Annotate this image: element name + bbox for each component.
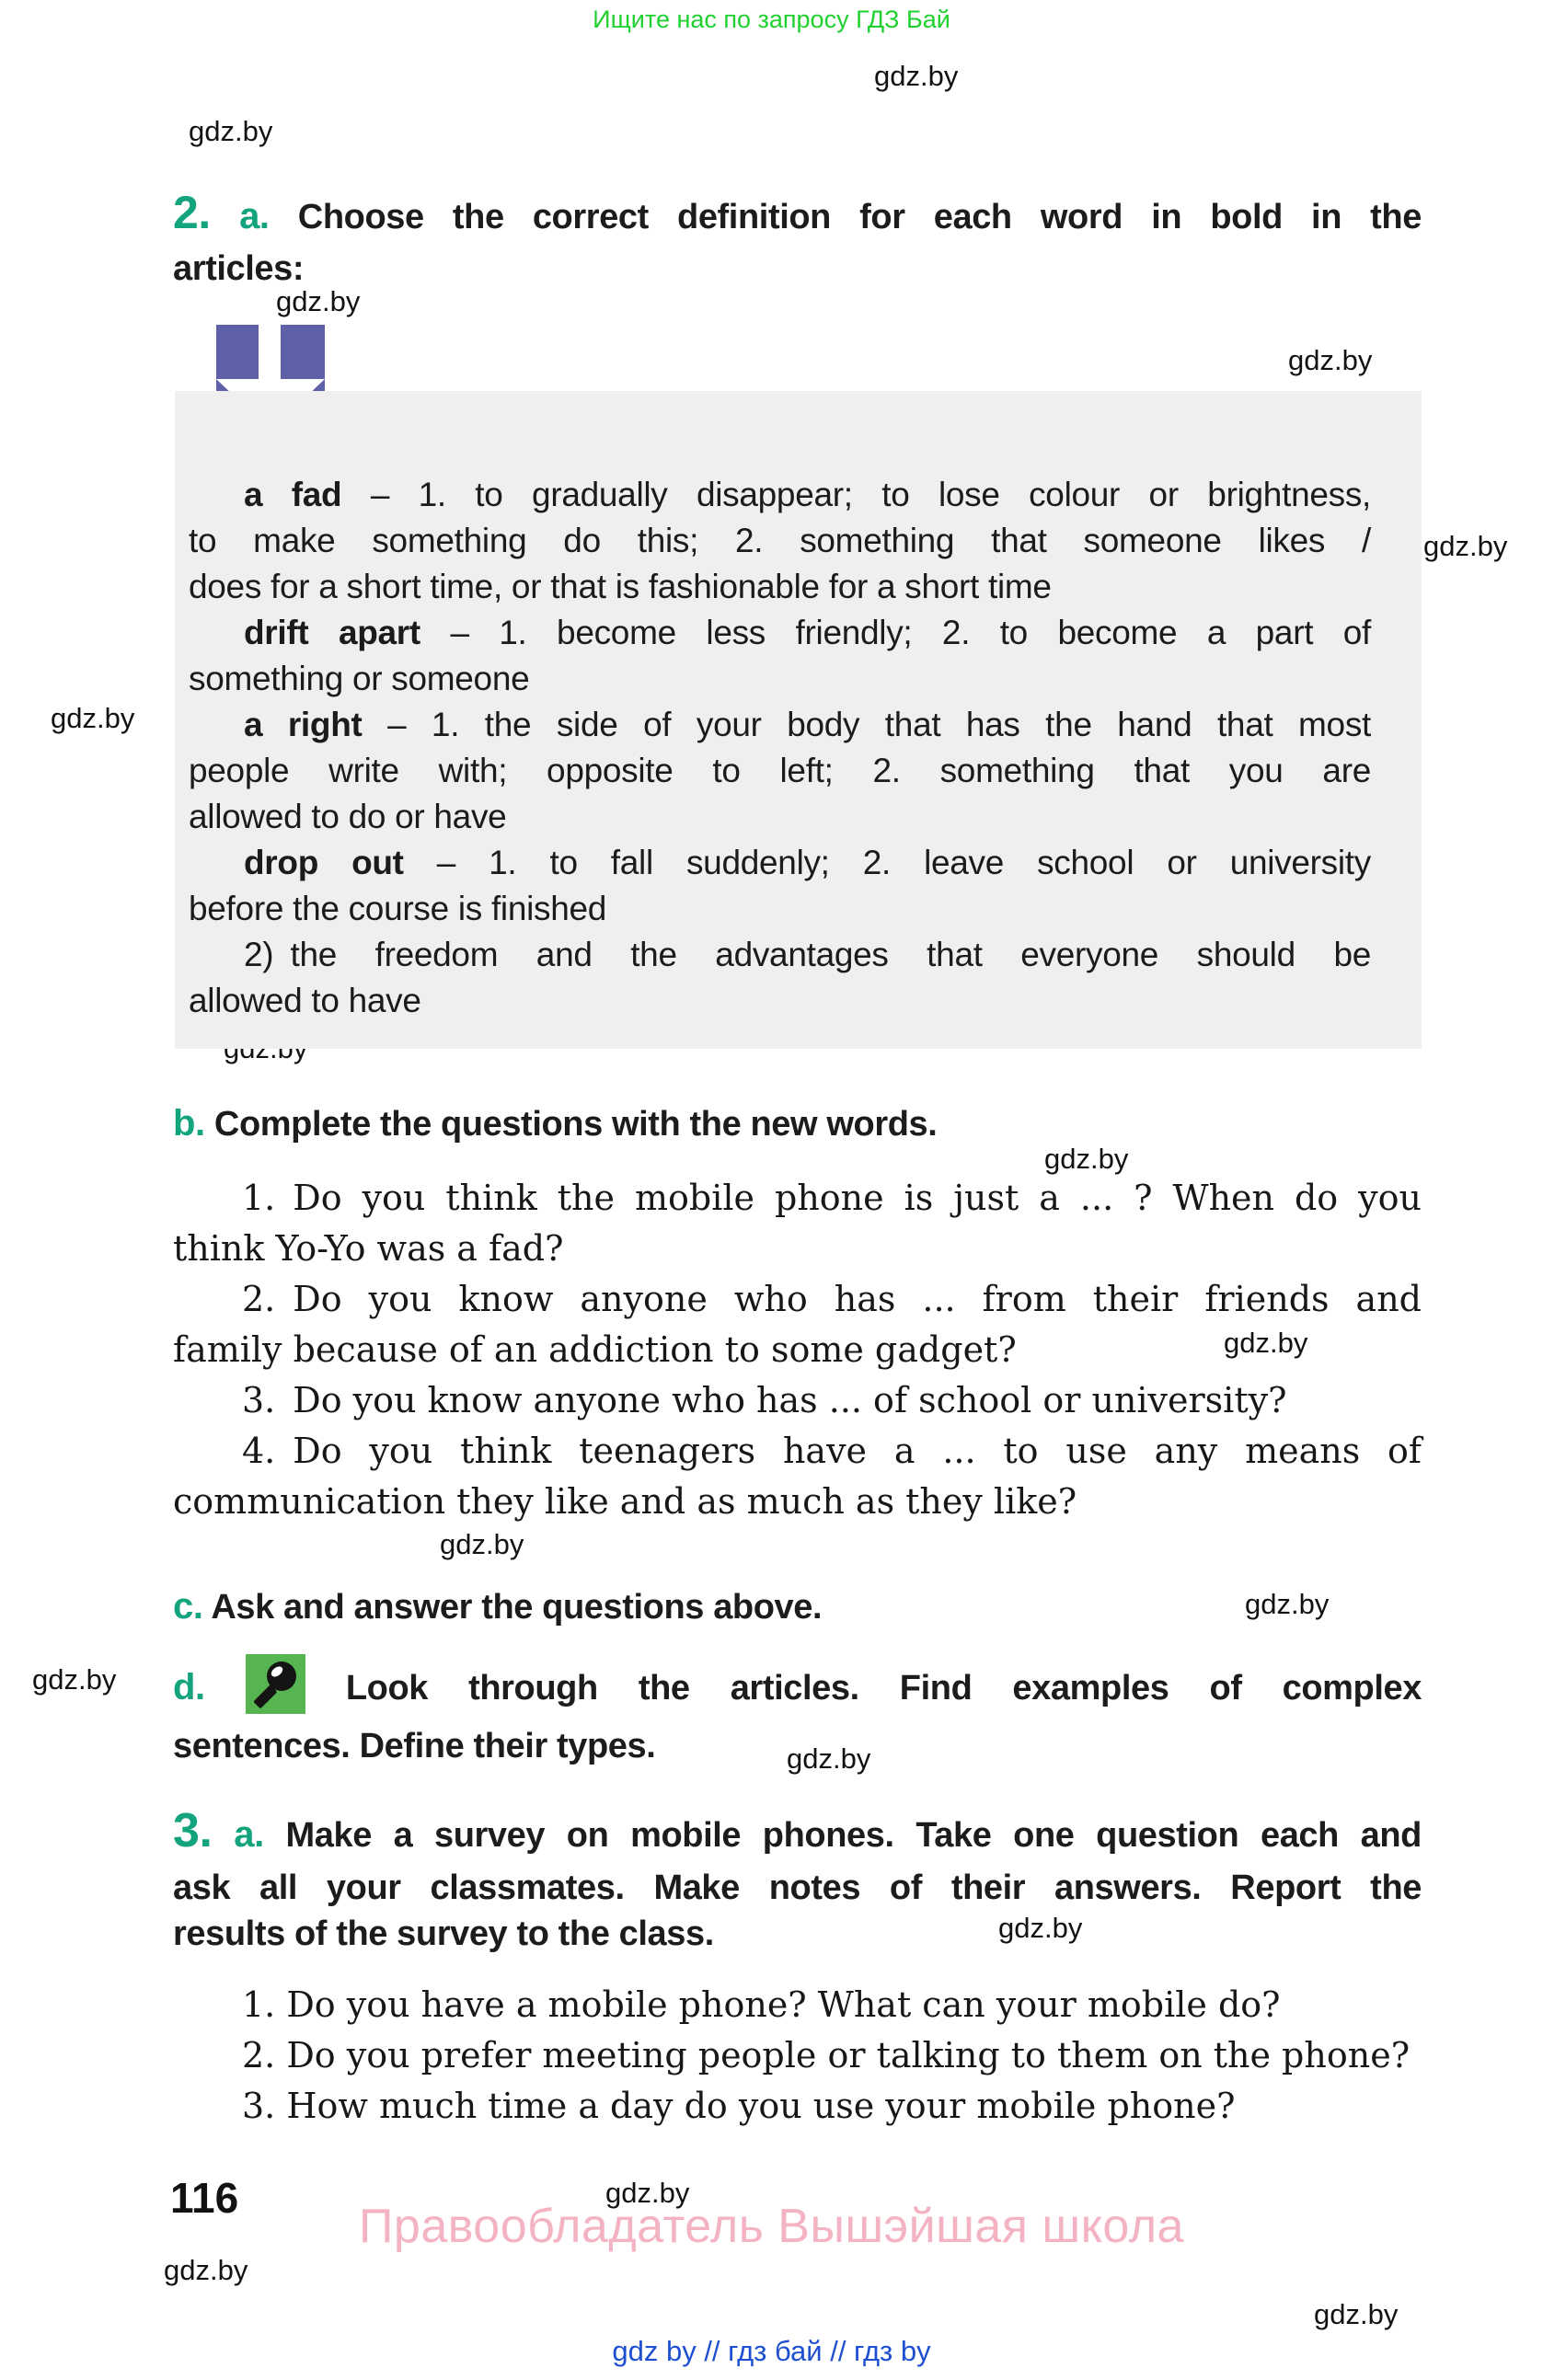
exercise-2a-task-text: Choose the correct definition for each word in bold in the	[297, 198, 1422, 236]
exercise-letter: a.	[239, 196, 270, 236]
exercise-letter: a.	[234, 1814, 264, 1855]
survey-question-line: 1. Do you have a mobile phone? What can your mobile do?	[242, 1984, 1281, 2025]
exercise-letter: b.	[173, 1103, 205, 1144]
question-line: 3. Do you know anyone who has ... of school or university?	[242, 1380, 1287, 1420]
question-line: communication they like and as much as they like?	[173, 1481, 1077, 1522]
watermark: gdz.by	[1314, 2298, 1399, 2330]
question-line: family because of an addiction to some gadget?	[173, 1329, 1017, 1370]
exercise-2a-heading-line1	[173, 187, 1422, 243]
exercise-2c-task-text: Ask and answer the questions above.	[211, 1588, 823, 1627]
watermark: gdz.by	[1224, 1327, 1308, 1359]
watermark: gdz.by	[1423, 530, 1508, 562]
watermark: gdz.by	[1044, 1143, 1129, 1175]
question-line: think Yo-Yo was a fad?	[173, 1228, 564, 1269]
magnifier-icon	[246, 1654, 305, 1714]
question-line: 2. Do you know anyone who has ... from their friends and	[242, 1279, 1422, 1319]
watermark: gdz.by	[605, 2177, 690, 2209]
definition-line: before the course is finished	[189, 890, 607, 927]
watermark: gdz.by	[1245, 1588, 1330, 1620]
definition-line: drop out – 1. to fall suddenly; 2. leave school or university	[244, 844, 1371, 881]
exercise-3a-heading-line3: results of the survey to the class.	[173, 1914, 714, 1953]
definition-line: something or someone	[189, 660, 530, 697]
definition-line: allowed to do or have	[189, 798, 507, 835]
exercise-3a-questions	[173, 1980, 1422, 2132]
definition-line: allowed to have	[189, 982, 421, 1019]
question-line: 1. Do you think the mobile phone is just a ... ? When do you	[242, 1178, 1422, 1218]
exercise-2b-questions	[173, 1173, 1422, 1527]
exercise-3a-heading-line2: ask all your classmates. Make notes of their answers. Report the	[173, 1868, 1422, 1907]
exercise-3a-heading	[173, 1801, 1422, 1957]
top-banner-text: Ищите нас по запросу ГДЗ Бай	[593, 6, 950, 33]
exercise-letter: c.	[173, 1586, 203, 1627]
definition-line: drift apart – 1. become less friendly; 2. to become a part of	[244, 614, 1371, 651]
watermark: gdz.by	[276, 285, 361, 317]
watermark: gdz.by	[32, 1663, 117, 1696]
definition-line: people write with; opposite to left; 2. something that you are	[189, 752, 1371, 789]
watermark: gdz.by	[998, 1912, 1083, 1944]
definitions-box	[175, 391, 1422, 1049]
survey-question-line: 3. How much time a day do you use your mobile phone?	[242, 2086, 1236, 2126]
copyright-text: Правообладатель Вышэйшая школа	[359, 2200, 1184, 2253]
exercise-2b-task-text: Complete the questions with the new words.	[213, 1105, 938, 1144]
exercise-2d-heading	[173, 1654, 1422, 1772]
watermark: gdz.by	[164, 2254, 248, 2286]
definition-line: to make something do this; 2. something that someone likes /	[189, 522, 1371, 559]
definition-line: a fad – 1. to gradually disappear; to lose colour or brightness,	[244, 476, 1371, 513]
exercise-3a-heading-line1	[173, 1801, 1422, 1865]
definition-line: does for a short time, or that is fashionable for a short time	[189, 568, 1052, 605]
watermark: gdz.by	[874, 60, 959, 92]
exercise-2d-task-text: Look through the articles. Find examples of complex	[345, 1669, 1422, 1707]
definition-line: 2) the freedom and the advantages that everyone should be	[244, 936, 1371, 973]
exercise-2b-heading	[173, 1098, 1422, 1150]
exercise-letter: d.	[173, 1667, 205, 1707]
exercise-number: 3.	[173, 1804, 213, 1857]
page-number: 116	[170, 2174, 239, 2222]
question-line: 4. Do you think teenagers have a ... to use any means of	[242, 1431, 1422, 1471]
exercise-2c-heading	[173, 1581, 1422, 1633]
watermark: gdz.by	[1288, 344, 1373, 376]
exercise-2d-heading-line2: sentences. Define their types.	[173, 1727, 656, 1765]
exercise-number: 2.	[173, 187, 211, 238]
exercise-2a-heading-line2: articles:	[173, 249, 305, 288]
exercise-3a-task-text: Make a survey on mobile phones. Take one question each and	[285, 1816, 1422, 1855]
footer-links[interactable]: gdz by // гдз бай // гдз by	[612, 2335, 931, 2367]
survey-question-line: 2. Do you prefer meeting people or talking to them on the phone?	[242, 2035, 1411, 2075]
watermark: gdz.by	[51, 702, 135, 734]
exercise-2d-heading-line1	[173, 1654, 1422, 1721]
watermark: gdz.by	[440, 1528, 524, 1560]
definition-line: a right – 1. the side of your body that has the hand that most	[244, 706, 1371, 743]
watermark: gdz.by	[189, 115, 273, 147]
watermark: gdz.by	[787, 1742, 871, 1775]
exercise-2a-heading	[173, 187, 1422, 294]
